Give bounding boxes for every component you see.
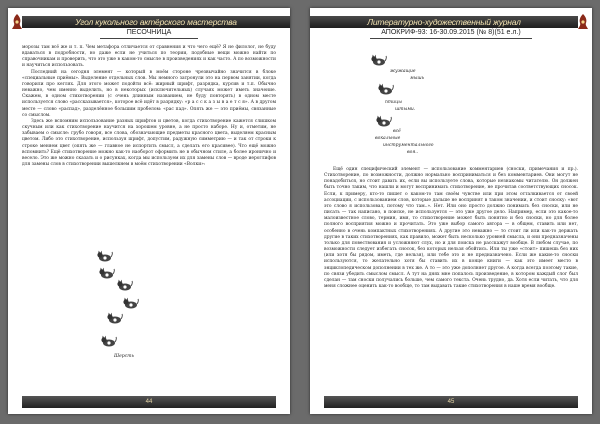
left-page	[8, 8, 290, 414]
right-page-body	[324, 167, 578, 290]
cat-icon	[116, 278, 133, 292]
left-page-header	[8, 8, 290, 38]
header-section: ПЕСОЧНИЦА	[100, 28, 198, 39]
poem-word: штыми.	[395, 107, 416, 112]
cat-icon	[370, 53, 387, 67]
header-issue: АПОКРИФ-93: 16-30.09.2015 (№ 8)(51 е.л.)	[370, 28, 532, 39]
cat-icon	[98, 266, 115, 280]
cat-caption: Шерсть	[114, 354, 134, 359]
header-title: Угол кукольного актёрского мастерства	[22, 16, 290, 28]
poem-word: вокальные	[375, 136, 401, 141]
cat-icon	[375, 114, 392, 128]
page-number: 44	[22, 396, 276, 408]
cat-poem-illustration	[365, 48, 485, 168]
cat-icon	[100, 334, 117, 348]
paragraph: Последний на сегодня элемент — который в моём стороне чрезвычайно значится в блоке «специальные приёмы». Выделение отдельных слов. Мы немного затронули это на первом занятии, когда говорили про кеглях. Для этого может подойти всё: жирный шрифт, разрядка, курсив и т.п. Обычно неважно, чем именно выделить, но в некоторых (исключительных) случаях может иметь значение. Скажем, в одном стихотворении (с очень длинным названием, не буду повторять) в одном месте используется слово «расcказывается», которое всё идёт в разрядку: «р а с с к а з ы в а е т с я». А в другом месте — слово «распад», разделённое большим пробелом: «рас пад». Опять же — это приёмы, связанные со смыслом.	[22, 69, 276, 118]
cat-icon	[122, 296, 139, 310]
header-title: Литературно-художественный журнал	[310, 16, 578, 28]
poem-word: жужащие	[390, 69, 416, 74]
poem-word: мышь	[410, 76, 425, 81]
logo-icon	[577, 13, 589, 30]
paragraph: Ещё один специфический элемент — использование комментариев (сноски, примечания и пр.). Стихотворение, по возможности, должно нормально восприниматься и без комментариев. Они могут не понадобиться, но стоит давать их, если вы используете слова, которые незнакомы читателю. Он должен быть точно таким, что нашли и могут воспринимать стихотворение, не прочитав соответствующих сносок. Если, к примеру, кто-то пишет о каком-то там своём чувстве или при этом отталкивается от своей ассоциации, с использованием слов, которые дальше не воспринят в таком значении, и стоит сноску: «вот это слово я использовал, потому что там..». Нет. Или оно просто должно понимать без сноски, или не писать — так написано, в поиске, не используется — это уже другое дело. Например, если это какое-то малоизвестное слово, термин, имя, то стихотворение может быть понятно и без сноски, но для более полного восприятия можно и прочитать. Это уже выбор самого автора — в общем, ставить или нет, особенно в очень компактных стихотворениях. А другие это неважно — то стоит ли или как-то держать другие в таких стихотворениях, как правило, может быть несколько уровней смысла, и они предназначены только для повествования и усложняют слух, но и для поиска не расскажут вообще. В любом случае, по возможности следует избегать сносок, без которых нельзя обойтись. Или ты уже «стоит» пишешь без них (или хотя бы рядом, иметь, где нельзя), или тебе это и не предназначено. Если же какие-то сноски используются, то желательно хотя бы ставить их в конце книги — как это имеет место в энциклопедическом дополнении в тех же. А то — это уже дополняет другое. А когда всегда поэтому такие, по связи убедить смыслом смысл. А тут на днях мне попалось произведение, в котором каждый слог был сделан — там сноски получались больше, чем самого текста. Очень трудно, да. Хотя если читать, что для меня сложнее оценить как-то вообще, то там выдавать такие стихотворения в наше время вообще.	[324, 167, 578, 289]
right-page	[310, 8, 592, 414]
cat-icon	[377, 82, 394, 96]
paragraph: Здесь же вспомним использование разных шрифтов и цветов, когда стихотворение кажется слишком скучным или как стихотворение научится на хорошем уровне, а не просто наборе. Ну и, отметим, не забываем о смысле: грубо говоря, все слова, обозначающие предметы красного цвета, выделяем красным цветом. Либо это стихотворение, используя шрифт, допустим, радужную симметрию — и так от строки к строке меняем цвет (опять же — главное не испортить смысл, а сделать его красивее). Что ещё можно вспомнить? Ещё стихотворение можно как-то наоборот оформить не в обычном стиле, а более иронично и весело. Это же можно сказать и о рисунках, когда мы используем их для замены слов — вроде иероглифов для замены слов в стихотворении вышелкнем в моём стихотворении «Волки»:	[22, 118, 276, 167]
cat-icon	[106, 311, 123, 325]
poem-word: воя..	[407, 150, 419, 155]
cat-illustration	[88, 241, 208, 361]
cat-icon	[96, 249, 113, 263]
poem-word: всё	[393, 129, 401, 134]
right-page-header	[310, 8, 592, 38]
page-number: 45	[324, 396, 578, 408]
left-page-body	[22, 45, 276, 168]
poem-word: инструментального	[383, 143, 434, 148]
poem-word: птицы	[385, 100, 402, 105]
paragraph: морозы там всё же и т. п. Чем метафора отличается от сравнения и что чего ещё? Я не филолог, не буду вдаваться в подробности, но даже если не учиться по теории, подобные вещи можно найти по справочникам и проверить, что это уже в каком-то смысле в произведениях и как часто. А по возможности и научиться использовать.	[22, 45, 276, 69]
